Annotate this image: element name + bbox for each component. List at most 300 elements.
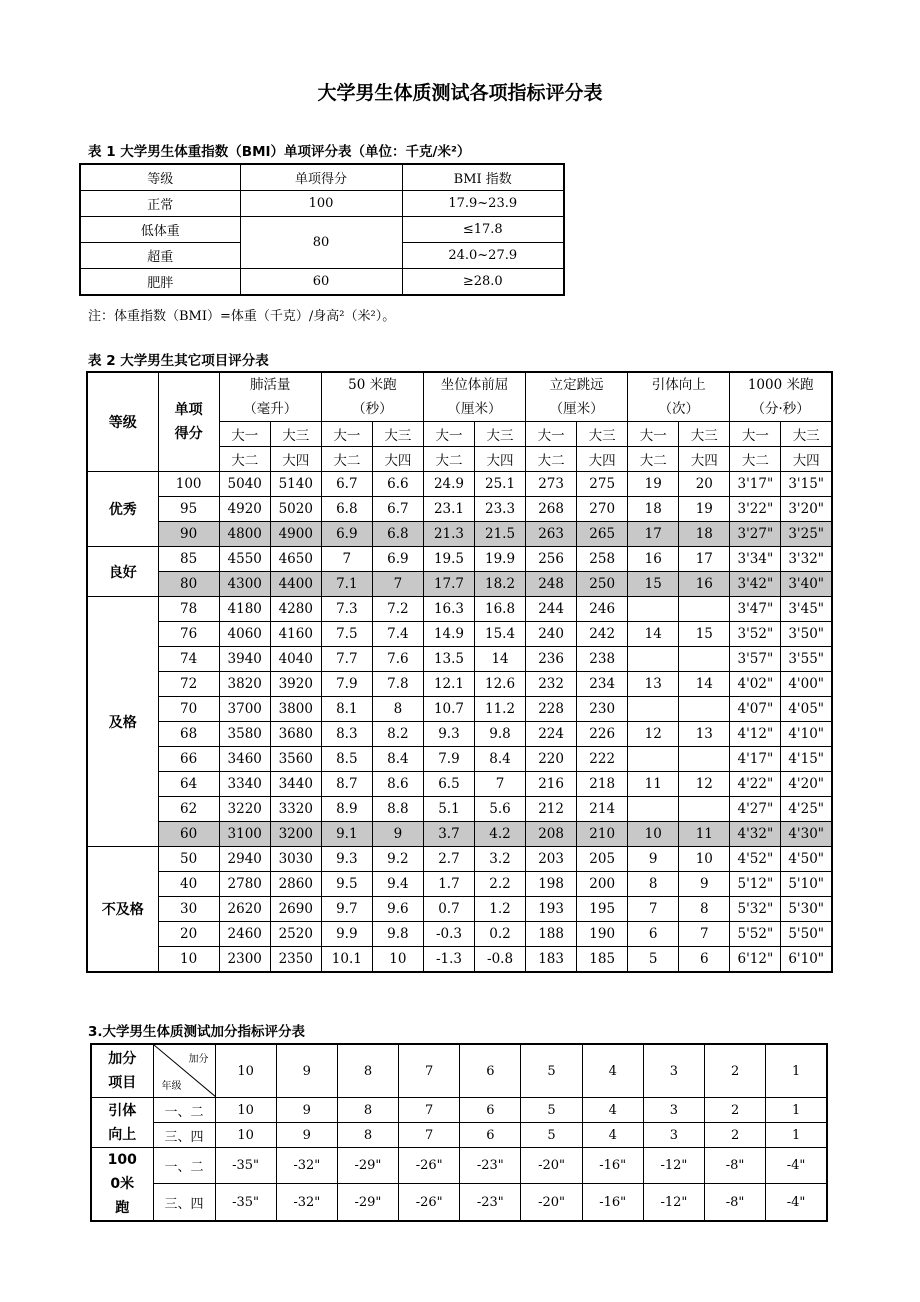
item-unit: （厘米） (447, 401, 502, 417)
bonus-value-cell: 6 (460, 1123, 521, 1148)
value-cell (628, 647, 679, 672)
value-cell: 5020 (270, 497, 321, 522)
value-cell: 3.7 (423, 822, 474, 847)
grade-cell: 大一 (321, 422, 372, 447)
value-cell: 4900 (270, 522, 321, 547)
value-cell: 190 (577, 922, 628, 947)
value-cell: 5.1 (423, 797, 474, 822)
value-cell: 263 (526, 522, 577, 547)
value-cell: 7.6 (372, 647, 423, 672)
diag-bottom-label: 年级 (161, 1081, 182, 1092)
score-cell: 20 (158, 922, 219, 947)
bmi-cell: 17.9~23.9 (402, 191, 564, 217)
score-cell: 60 (240, 269, 402, 296)
bonus-value-cell: 1 (766, 1098, 827, 1123)
value-cell: 4'17" (730, 747, 781, 772)
diagonal-header-cell (153, 1044, 215, 1098)
table-row (87, 472, 832, 497)
value-cell: 5'30" (781, 897, 832, 922)
value-cell: 2520 (270, 922, 321, 947)
value-cell: 7.7 (321, 647, 372, 672)
grade-cell: 一、二 (153, 1148, 215, 1184)
bmi-table (79, 163, 565, 296)
table-row (87, 872, 832, 897)
score-header (158, 372, 219, 472)
value-cell: 12 (679, 772, 730, 797)
bonus-points-header: 7 (399, 1044, 460, 1098)
grade-cell: 大三 (270, 422, 321, 447)
value-cell: 9.4 (372, 872, 423, 897)
value-cell: 12.6 (475, 672, 526, 697)
item-unit: （秒） (352, 401, 393, 417)
grade-cell: 大三 (781, 422, 832, 447)
value-cell: 5 (628, 947, 679, 973)
value-cell: 2460 (219, 922, 270, 947)
bonus-item-name: 1000米跑 (107, 1152, 137, 1216)
value-cell: 275 (577, 472, 628, 497)
value-cell: 17 (679, 547, 730, 572)
value-cell: 232 (526, 672, 577, 697)
value-cell: 7.3 (321, 597, 372, 622)
grade-cell: 大二 (526, 447, 577, 472)
value-cell: 6.8 (321, 497, 372, 522)
value-cell: 8.5 (321, 747, 372, 772)
bonus-value-cell: -8" (705, 1184, 766, 1221)
grade-cell: 大四 (577, 447, 628, 472)
value-cell: 8.1 (321, 697, 372, 722)
value-cell: 4550 (219, 547, 270, 572)
grade-cell: 大一 (526, 422, 577, 447)
value-cell: 21.5 (475, 522, 526, 547)
value-cell: 4'10" (781, 722, 832, 747)
value-cell: 1.7 (423, 872, 474, 897)
value-cell: -0.3 (423, 922, 474, 947)
value-cell: 3100 (219, 822, 270, 847)
value-cell: 270 (577, 497, 628, 522)
value-cell: 4800 (219, 522, 270, 547)
bonus-value-cell: 7 (399, 1098, 460, 1123)
bmi-note: 注：体重指数（BMI）=体重（千克）/身高²（米²）。 (88, 309, 396, 324)
table-row (87, 847, 832, 872)
bonus-points-header: 10 (215, 1044, 276, 1098)
value-cell: 16 (628, 547, 679, 572)
bonus-value-cell: -26" (399, 1148, 460, 1184)
value-cell: 3440 (270, 772, 321, 797)
value-cell: 210 (577, 822, 628, 847)
value-cell: 6 (628, 922, 679, 947)
score-cell: 30 (158, 897, 219, 922)
grade-cell: 大四 (781, 447, 832, 472)
value-cell (679, 747, 730, 772)
grade-cell: 大一 (423, 422, 474, 447)
value-cell: 4'27" (730, 797, 781, 822)
value-cell: 4'32" (730, 822, 781, 847)
item-name: 肺活量 (249, 377, 291, 393)
value-cell: 7 (372, 572, 423, 597)
value-cell: 13 (679, 722, 730, 747)
bonus-value-cell: -32" (276, 1184, 337, 1221)
value-cell: 9.2 (372, 847, 423, 872)
diag-top-label: 加分 (188, 1054, 209, 1065)
value-cell: 228 (526, 697, 577, 722)
value-cell: 4650 (270, 547, 321, 572)
value-cell: 12.1 (423, 672, 474, 697)
grade-cell: 大一 (730, 422, 781, 447)
value-cell: 9.5 (321, 872, 372, 897)
item-header-sit-reach (423, 372, 525, 422)
value-cell: 3'55" (781, 647, 832, 672)
value-cell: 4'00" (781, 672, 832, 697)
value-cell: 3800 (270, 697, 321, 722)
value-cell: 15.4 (475, 622, 526, 647)
grade-cell: 大一 (628, 422, 679, 447)
value-cell: 7.5 (321, 622, 372, 647)
value-cell: 5.6 (475, 797, 526, 822)
value-cell: 19 (679, 497, 730, 522)
value-cell: 222 (577, 747, 628, 772)
value-cell: 6.5 (423, 772, 474, 797)
value-cell: 195 (577, 897, 628, 922)
score-cell: 10 (158, 947, 219, 973)
bonus-value-cell: 5 (521, 1123, 582, 1148)
value-cell: 6.7 (321, 472, 372, 497)
value-cell: 3340 (219, 772, 270, 797)
bonus-value-cell: 3 (643, 1123, 704, 1148)
grade-cell: 大一 (219, 422, 270, 447)
grade-cell: 大四 (475, 447, 526, 472)
value-cell: 244 (526, 597, 577, 622)
value-cell: 9.8 (475, 722, 526, 747)
score-header-text: 单项得分 (174, 402, 203, 442)
table-header-row (80, 164, 564, 191)
value-cell: 3'42" (730, 572, 781, 597)
table-row (87, 947, 832, 973)
level-cell: 肥胖 (80, 269, 240, 296)
value-cell: 3030 (270, 847, 321, 872)
value-cell: 3220 (219, 797, 270, 822)
value-cell: 2780 (219, 872, 270, 897)
table-row (91, 1184, 827, 1221)
value-cell: 23.3 (475, 497, 526, 522)
value-cell: 14 (628, 622, 679, 647)
bonus-value-cell: -29" (337, 1148, 398, 1184)
bonus-value-cell: 2 (705, 1123, 766, 1148)
grade-cell: 大二 (730, 447, 781, 472)
value-cell: 4.2 (475, 822, 526, 847)
value-cell: 9.9 (321, 922, 372, 947)
value-cell: 236 (526, 647, 577, 672)
value-cell: 238 (577, 647, 628, 672)
value-cell: 3'45" (781, 597, 832, 622)
value-cell: 19.5 (423, 547, 474, 572)
bonus-item-header-text: 加分项目 (108, 1051, 137, 1091)
value-cell: 8.7 (321, 772, 372, 797)
table-row (91, 1098, 827, 1123)
table-row (87, 922, 832, 947)
value-cell: 198 (526, 872, 577, 897)
table-row (87, 722, 832, 747)
header-cell: BMI 指数 (402, 164, 564, 191)
value-cell: 7 (475, 772, 526, 797)
value-cell (628, 697, 679, 722)
bonus-points-header: 1 (766, 1044, 827, 1098)
value-cell: 18.2 (475, 572, 526, 597)
value-cell: 2300 (219, 947, 270, 973)
value-cell: 6.8 (372, 522, 423, 547)
bonus-table (90, 1043, 828, 1222)
table1-caption: 表 1 大学男生体重指数（BMI）单项评分表（单位：千克/米²） (88, 144, 471, 160)
value-cell: 1.2 (475, 897, 526, 922)
item-header-vital-capacity (219, 372, 321, 422)
table-row (80, 217, 564, 243)
value-cell: 3580 (219, 722, 270, 747)
value-cell: 2940 (219, 847, 270, 872)
value-cell: 3200 (270, 822, 321, 847)
bonus-value-cell: -20" (521, 1148, 582, 1184)
bonus-value-cell: -32" (276, 1148, 337, 1184)
value-cell: 3'17" (730, 472, 781, 497)
value-cell: 8 (372, 697, 423, 722)
value-cell: 3320 (270, 797, 321, 822)
value-cell: 5'32" (730, 897, 781, 922)
bonus-item-header (91, 1044, 153, 1098)
value-cell: 9.3 (321, 847, 372, 872)
grade-cell: 大三 (372, 422, 423, 447)
value-cell: 193 (526, 897, 577, 922)
value-cell: 3'32" (781, 547, 832, 572)
item-name: 坐位体前屈 (440, 377, 509, 393)
value-cell: 9.1 (321, 822, 372, 847)
value-cell: 9.6 (372, 897, 423, 922)
grade-cell: 大四 (270, 447, 321, 472)
value-cell: 7 (321, 547, 372, 572)
value-cell: 268 (526, 497, 577, 522)
value-cell: 5'10" (781, 872, 832, 897)
value-cell: 2.7 (423, 847, 474, 872)
value-cell: 7.4 (372, 622, 423, 647)
bonus-points-header: 4 (582, 1044, 643, 1098)
value-cell: 4'52" (730, 847, 781, 872)
value-cell: 8 (628, 872, 679, 897)
item-unit: （厘米） (549, 401, 604, 417)
item-name: 引体向上 (651, 377, 706, 393)
value-cell: 12 (628, 722, 679, 747)
value-cell (628, 747, 679, 772)
table-row (87, 497, 832, 522)
value-cell: 3940 (219, 647, 270, 672)
level-header: 等级 (87, 372, 158, 472)
value-cell: 25.1 (475, 472, 526, 497)
value-cell: 188 (526, 922, 577, 947)
value-cell: 214 (577, 797, 628, 822)
value-cell: 8.8 (372, 797, 423, 822)
value-cell: 3680 (270, 722, 321, 747)
value-cell: 4160 (270, 622, 321, 647)
bonus-item-name: 引体向上 (108, 1102, 137, 1143)
value-cell: 19.9 (475, 547, 526, 572)
bonus-item-cell (91, 1098, 153, 1148)
value-cell: 7.2 (372, 597, 423, 622)
bonus-value-cell: -4" (766, 1148, 827, 1184)
value-cell: 16.3 (423, 597, 474, 622)
score-cell: 72 (158, 672, 219, 697)
value-cell: 10.1 (321, 947, 372, 973)
value-cell: 4'25" (781, 797, 832, 822)
value-cell: 10 (372, 947, 423, 973)
value-cell: 3'22" (730, 497, 781, 522)
value-cell: 246 (577, 597, 628, 622)
value-cell: 234 (577, 672, 628, 697)
value-cell: 11 (679, 822, 730, 847)
value-cell: 7.9 (423, 747, 474, 772)
bonus-value-cell: 10 (215, 1123, 276, 1148)
value-cell: 9.3 (423, 722, 474, 747)
bmi-cell: ≤17.8 (402, 217, 564, 243)
value-cell: 7 (628, 897, 679, 922)
score-cell: 78 (158, 597, 219, 622)
bonus-value-cell: -26" (399, 1184, 460, 1221)
bonus-points-header: 8 (337, 1044, 398, 1098)
value-cell: 16.8 (475, 597, 526, 622)
value-cell: 4'05" (781, 697, 832, 722)
value-cell: 3.2 (475, 847, 526, 872)
bonus-value-cell: 4 (582, 1098, 643, 1123)
bonus-value-cell: -35" (215, 1148, 276, 1184)
bonus-value-cell: -35" (215, 1184, 276, 1221)
table-row (87, 522, 832, 547)
value-cell: 220 (526, 747, 577, 772)
value-cell: 16 (679, 572, 730, 597)
value-cell: 21.3 (423, 522, 474, 547)
table-row (87, 547, 832, 572)
table-row (87, 797, 832, 822)
bonus-points-header: 5 (521, 1044, 582, 1098)
item-name: 50 米跑 (348, 377, 397, 393)
value-cell: 212 (526, 797, 577, 822)
grade-cell: 大二 (219, 447, 270, 472)
value-cell: 4040 (270, 647, 321, 672)
value-cell: 3'57" (730, 647, 781, 672)
value-cell: 5040 (219, 472, 270, 497)
value-cell: 9 (628, 847, 679, 872)
value-cell: 14 (679, 672, 730, 697)
value-cell: 8.3 (321, 722, 372, 747)
value-cell: 8.9 (321, 797, 372, 822)
value-cell: 0.2 (475, 922, 526, 947)
value-cell: 7 (679, 922, 730, 947)
value-cell: 4180 (219, 597, 270, 622)
value-cell: 8.4 (372, 747, 423, 772)
table-row (87, 647, 832, 672)
value-cell: 11.2 (475, 697, 526, 722)
score-cell: 80 (240, 217, 402, 269)
value-cell: 185 (577, 947, 628, 973)
value-cell: 4'07" (730, 697, 781, 722)
score-cell: 64 (158, 772, 219, 797)
value-cell: 230 (577, 697, 628, 722)
value-cell: 9 (372, 822, 423, 847)
item-header-50m (321, 372, 423, 422)
bonus-value-cell: -12" (643, 1148, 704, 1184)
table-row (87, 822, 832, 847)
score-cell: 74 (158, 647, 219, 672)
grade-cell: 一、二 (153, 1098, 215, 1123)
item-header-long-jump (526, 372, 628, 422)
item-unit: （次） (658, 401, 699, 417)
value-cell: 216 (526, 772, 577, 797)
score-cell: 50 (158, 847, 219, 872)
score-cell: 95 (158, 497, 219, 522)
value-cell: 13 (628, 672, 679, 697)
value-cell: 19 (628, 472, 679, 497)
bonus-value-cell: 2 (705, 1098, 766, 1123)
value-cell: 4060 (219, 622, 270, 647)
grade-cell: 大二 (423, 447, 474, 472)
header-cell: 等级 (80, 164, 240, 191)
value-cell: 10 (628, 822, 679, 847)
value-cell: 6.7 (372, 497, 423, 522)
table-row (80, 191, 564, 217)
item-header-pull-up (628, 372, 730, 422)
value-cell: 15 (679, 622, 730, 647)
value-cell: 6'10" (781, 947, 832, 973)
bonus-item-cell (91, 1148, 153, 1222)
value-cell: 4300 (219, 572, 270, 597)
value-cell: 250 (577, 572, 628, 597)
bonus-points-header: 6 (460, 1044, 521, 1098)
score-cell: 62 (158, 797, 219, 822)
value-cell (679, 697, 730, 722)
grade-cell: 大四 (679, 447, 730, 472)
value-cell: 183 (526, 947, 577, 973)
bonus-value-cell: 9 (276, 1098, 337, 1123)
value-cell: 3'27" (730, 522, 781, 547)
value-cell: 240 (526, 622, 577, 647)
value-cell: 256 (526, 547, 577, 572)
table-row (87, 672, 832, 697)
value-cell: 17 (628, 522, 679, 547)
level-cell: 低体重 (80, 217, 240, 243)
bmi-cell: 24.0~27.9 (402, 243, 564, 269)
value-cell: 13.5 (423, 647, 474, 672)
table2-caption: 表 2 大学男生其它项目评分表 (88, 353, 269, 369)
bmi-cell: ≥28.0 (402, 269, 564, 296)
value-cell: 248 (526, 572, 577, 597)
value-cell: 6.9 (321, 522, 372, 547)
value-cell: 9.7 (321, 897, 372, 922)
grade-cell: 大三 (679, 422, 730, 447)
score-cell: 100 (158, 472, 219, 497)
value-cell: 205 (577, 847, 628, 872)
value-cell: 3'40" (781, 572, 832, 597)
level-cell: 良好 (87, 547, 158, 597)
item-name: 1000 米跑 (747, 377, 814, 393)
value-cell: 3'34" (730, 547, 781, 572)
value-cell (628, 597, 679, 622)
value-cell: 242 (577, 622, 628, 647)
value-cell (679, 797, 730, 822)
grade-cell: 大二 (321, 447, 372, 472)
score-cell: 40 (158, 872, 219, 897)
score-cell: 90 (158, 522, 219, 547)
value-cell: 273 (526, 472, 577, 497)
level-cell: 优秀 (87, 472, 158, 547)
bonus-points-header: 9 (276, 1044, 337, 1098)
value-cell: 4'15" (781, 747, 832, 772)
value-cell: 24.9 (423, 472, 474, 497)
bonus-value-cell: 3 (643, 1098, 704, 1123)
bonus-value-cell: -29" (337, 1184, 398, 1221)
